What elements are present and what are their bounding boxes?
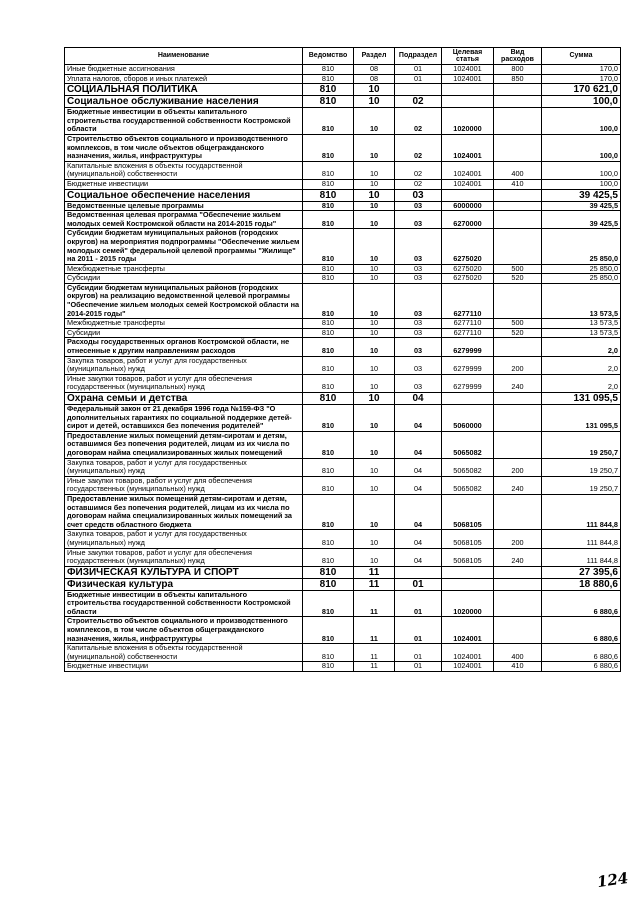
cell-sum: 19 250,7 <box>542 458 621 476</box>
cell-name: Капитальные вложения в объекты государственной (муниципальной) собственности <box>65 644 303 662</box>
cell-sum: 18 880,6 <box>542 578 621 590</box>
cell-target-article: 6275020 <box>442 229 494 264</box>
table-row <box>65 530 621 548</box>
cell-sum: 39 425,5 <box>542 211 621 229</box>
cell-razdel: 11 <box>354 662 395 672</box>
cell-name: Закупка товаров, работ и услуг для государственных (муниципальных) нужд <box>65 356 303 374</box>
cell-expense-type <box>494 431 542 458</box>
cell-vedomstvo: 810 <box>303 644 354 662</box>
cell-sum: 2,0 <box>542 338 621 356</box>
cell-podrazdel <box>395 84 442 96</box>
cell-expense-type: 240 <box>494 374 542 392</box>
cell-target-article: 5065082 <box>442 458 494 476</box>
cell-sum: 170 621,0 <box>542 84 621 96</box>
cell-podrazdel: 04 <box>395 494 442 529</box>
cell-target-article: 5068105 <box>442 494 494 529</box>
cell-podrazdel: 04 <box>395 476 442 494</box>
cell-vedomstvo: 810 <box>303 548 354 566</box>
cell-sum: 111 844,8 <box>542 548 621 566</box>
cell-podrazdel: 02 <box>395 108 442 135</box>
cell-vedomstvo: 810 <box>303 74 354 84</box>
cell-podrazdel <box>395 566 442 578</box>
table-row <box>65 644 621 662</box>
cell-expense-type: 520 <box>494 274 542 284</box>
cell-name: Закупка товаров, работ и услуг для государственных (муниципальных) нужд <box>65 458 303 476</box>
cell-expense-type: 800 <box>494 65 542 75</box>
cell-razdel: 10 <box>354 458 395 476</box>
cell-name: СОЦИАЛЬНАЯ ПОЛИТИКА <box>65 84 303 96</box>
cell-expense-type <box>494 134 542 161</box>
cell-sum: 6 880,6 <box>542 617 621 644</box>
cell-vedomstvo: 810 <box>303 134 354 161</box>
cell-razdel: 10 <box>354 328 395 338</box>
cell-razdel: 08 <box>354 65 395 75</box>
cell-target-article <box>442 393 494 405</box>
table-row <box>65 494 621 529</box>
cell-name: Закупка товаров, работ и услуг для государственных (муниципальных) нужд <box>65 530 303 548</box>
cell-razdel: 11 <box>354 590 395 617</box>
cell-razdel: 10 <box>354 405 395 432</box>
cell-sum: 131 095,5 <box>542 405 621 432</box>
cell-sum: 100,0 <box>542 179 621 189</box>
table-header-row <box>65 48 621 65</box>
cell-name: Охрана семьи и детства <box>65 393 303 405</box>
table-row <box>65 356 621 374</box>
cell-name: Уплата налогов, сборов и иных платежей <box>65 74 303 84</box>
cell-expense-type <box>494 84 542 96</box>
cell-expense-type: 400 <box>494 644 542 662</box>
cell-expense-type <box>494 405 542 432</box>
cell-razdel: 11 <box>354 617 395 644</box>
header-target-article: Целевая статья <box>442 48 494 65</box>
table-row <box>65 283 621 318</box>
table-row <box>65 274 621 284</box>
cell-sum: 100,0 <box>542 108 621 135</box>
cell-sum: 6 880,6 <box>542 662 621 672</box>
cell-target-article: 6000000 <box>442 201 494 211</box>
cell-target-article: 1024001 <box>442 161 494 179</box>
cell-target-article: 6279999 <box>442 338 494 356</box>
cell-name: Межбюджетные трансферты <box>65 264 303 274</box>
table-row <box>65 211 621 229</box>
cell-sum: 2,0 <box>542 356 621 374</box>
cell-target-article <box>442 96 494 108</box>
cell-razdel: 10 <box>354 96 395 108</box>
cell-expense-type <box>494 201 542 211</box>
cell-razdel: 10 <box>354 264 395 274</box>
table-row <box>65 161 621 179</box>
cell-expense-type <box>494 338 542 356</box>
cell-sum: 25 850,0 <box>542 264 621 274</box>
cell-vedomstvo: 810 <box>303 264 354 274</box>
cell-vedomstvo: 810 <box>303 578 354 590</box>
cell-podrazdel: 01 <box>395 578 442 590</box>
cell-target-article: 1024001 <box>442 65 494 75</box>
cell-expense-type <box>494 283 542 318</box>
table-row <box>65 189 621 201</box>
table-row <box>65 566 621 578</box>
cell-expense-type <box>494 393 542 405</box>
cell-sum: 131 095,5 <box>542 393 621 405</box>
cell-name: Федеральный закон от 21 декабря 1996 года №159-ФЗ "О дополнительных гарантиях по социальной поддержке детей-сирот и детей, оставшихся без попечения родителей" <box>65 405 303 432</box>
table-row <box>65 405 621 432</box>
cell-sum: 170,0 <box>542 65 621 75</box>
cell-name: Иные закупки товаров, работ и услуг для обеспечения государственных (муниципальных) нужд <box>65 476 303 494</box>
cell-razdel: 10 <box>354 134 395 161</box>
cell-expense-type: 410 <box>494 179 542 189</box>
cell-razdel: 10 <box>354 356 395 374</box>
cell-name: Предоставление жилых помещений детям-сиротам и детям, оставшимся без попечения родителей, лицам из их числа по договорам найма специализированных жилых помещений <box>65 431 303 458</box>
cell-vedomstvo: 810 <box>303 319 354 329</box>
table-row <box>65 578 621 590</box>
cell-vedomstvo: 810 <box>303 65 354 75</box>
cell-podrazdel: 04 <box>395 393 442 405</box>
table-row <box>65 590 621 617</box>
header-sum: Сумма <box>542 48 621 65</box>
table-row <box>65 319 621 329</box>
cell-podrazdel: 03 <box>395 338 442 356</box>
cell-expense-type <box>494 189 542 201</box>
cell-target-article: 5068105 <box>442 530 494 548</box>
cell-sum: 100,0 <box>542 161 621 179</box>
table-row <box>65 108 621 135</box>
table-row <box>65 617 621 644</box>
cell-podrazdel: 04 <box>395 548 442 566</box>
cell-target-article: 6279999 <box>442 356 494 374</box>
cell-name: Иные закупки товаров, работ и услуг для обеспечения государственных (муниципальных) нужд <box>65 374 303 392</box>
cell-name: Бюджетные инвестиции <box>65 179 303 189</box>
cell-razdel: 10 <box>354 319 395 329</box>
cell-sum: 27 395,6 <box>542 566 621 578</box>
cell-name: Ведомственные целевые программы <box>65 201 303 211</box>
cell-vedomstvo: 810 <box>303 566 354 578</box>
cell-name: ФИЗИЧЕСКАЯ КУЛЬТУРА И СПОРТ <box>65 566 303 578</box>
cell-podrazdel: 01 <box>395 662 442 672</box>
cell-expense-type: 200 <box>494 530 542 548</box>
cell-expense-type <box>494 566 542 578</box>
cell-expense-type <box>494 578 542 590</box>
cell-vedomstvo: 810 <box>303 108 354 135</box>
cell-sum: 25 850,0 <box>542 229 621 264</box>
cell-vedomstvo: 810 <box>303 356 354 374</box>
cell-target-article: 5068105 <box>442 548 494 566</box>
header-podrazdel: Подраздел <box>395 48 442 65</box>
cell-razdel: 10 <box>354 179 395 189</box>
cell-target-article: 1024001 <box>442 617 494 644</box>
table-row <box>65 65 621 75</box>
cell-expense-type: 500 <box>494 264 542 274</box>
cell-name: Предоставление жилых помещений детям-сиротам и детям, оставшимся без попечения родителей, лицам из их числа по договорам найма специализированных жилых помещений за счет средств областного бюджета <box>65 494 303 529</box>
table-row <box>65 84 621 96</box>
cell-razdel: 11 <box>354 566 395 578</box>
header-razdel: Раздел <box>354 48 395 65</box>
cell-name: Иные закупки товаров, работ и услуг для обеспечения государственных (муниципальных) нужд <box>65 548 303 566</box>
cell-expense-type: 410 <box>494 662 542 672</box>
cell-razdel: 10 <box>354 108 395 135</box>
cell-podrazdel: 04 <box>395 431 442 458</box>
cell-name: Субсидии <box>65 328 303 338</box>
cell-vedomstvo: 810 <box>303 393 354 405</box>
cell-podrazdel: 03 <box>395 356 442 374</box>
cell-name: Социальное обслуживание населения <box>65 96 303 108</box>
cell-name: Иные бюджетные ассигнования <box>65 65 303 75</box>
cell-sum: 19 250,7 <box>542 431 621 458</box>
cell-expense-type <box>494 590 542 617</box>
cell-target-article: 1024001 <box>442 644 494 662</box>
cell-vedomstvo: 810 <box>303 211 354 229</box>
table-row <box>65 229 621 264</box>
cell-expense-type: 200 <box>494 356 542 374</box>
cell-sum: 6 880,6 <box>542 644 621 662</box>
budget-table <box>64 47 621 672</box>
cell-vedomstvo: 810 <box>303 189 354 201</box>
cell-podrazdel: 03 <box>395 229 442 264</box>
cell-vedomstvo: 810 <box>303 405 354 432</box>
cell-expense-type: 200 <box>494 458 542 476</box>
cell-podrazdel: 03 <box>395 189 442 201</box>
cell-razdel: 10 <box>354 530 395 548</box>
cell-name: Бюджетные инвестиции <box>65 662 303 672</box>
table-row <box>65 548 621 566</box>
cell-vedomstvo: 810 <box>303 338 354 356</box>
cell-podrazdel: 01 <box>395 74 442 84</box>
cell-razdel: 10 <box>354 283 395 318</box>
cell-podrazdel: 04 <box>395 458 442 476</box>
cell-vedomstvo: 810 <box>303 617 354 644</box>
table-row <box>65 134 621 161</box>
cell-name: Строительство объектов социального и производственного комплексов, в том числе объектов общегражданского назначения, жилья, инфраструктуры <box>65 134 303 161</box>
cell-razdel: 10 <box>354 431 395 458</box>
header-name: Наименование <box>65 48 303 65</box>
cell-razdel: 11 <box>354 644 395 662</box>
cell-target-article: 1024001 <box>442 662 494 672</box>
cell-vedomstvo: 810 <box>303 201 354 211</box>
cell-target-article: 1024001 <box>442 179 494 189</box>
cell-podrazdel: 03 <box>395 264 442 274</box>
cell-razdel: 10 <box>354 274 395 284</box>
cell-target-article: 5060000 <box>442 405 494 432</box>
cell-expense-type: 400 <box>494 161 542 179</box>
cell-name: Ведомственная целевая программа "Обеспечение жильем молодых семей Костромской области на 2014-2015 годы" <box>65 211 303 229</box>
cell-vedomstvo: 810 <box>303 96 354 108</box>
cell-sum: 6 880,6 <box>542 590 621 617</box>
table-row <box>65 393 621 405</box>
cell-razdel: 10 <box>354 494 395 529</box>
cell-podrazdel: 03 <box>395 283 442 318</box>
cell-target-article: 1020000 <box>442 590 494 617</box>
cell-target-article: 5065082 <box>442 431 494 458</box>
table-row <box>65 458 621 476</box>
cell-expense-type: 240 <box>494 476 542 494</box>
cell-razdel: 11 <box>354 578 395 590</box>
cell-razdel: 10 <box>354 229 395 264</box>
cell-sum: 39 425,5 <box>542 189 621 201</box>
cell-sum: 13 573,5 <box>542 319 621 329</box>
cell-expense-type <box>494 108 542 135</box>
cell-podrazdel: 01 <box>395 617 442 644</box>
cell-vedomstvo: 810 <box>303 662 354 672</box>
cell-target-article <box>442 566 494 578</box>
cell-name: Расходы государственных органов Костромской области, не отнесенные к другим направлениям расходов <box>65 338 303 356</box>
cell-sum: 2,0 <box>542 374 621 392</box>
cell-razdel: 10 <box>354 393 395 405</box>
table-row <box>65 662 621 672</box>
cell-podrazdel: 04 <box>395 405 442 432</box>
cell-target-article: 1024001 <box>442 134 494 161</box>
cell-name: Субсидии бюджетам муниципальных районов (городских округов) на реализацию ведомственной целевой программы "Обеспечение жильем молодых семей Костромской области на 2014-2015 годы" <box>65 283 303 318</box>
cell-vedomstvo: 810 <box>303 161 354 179</box>
cell-sum: 19 250,7 <box>542 476 621 494</box>
cell-vedomstvo: 810 <box>303 530 354 548</box>
table-row <box>65 179 621 189</box>
cell-expense-type: 850 <box>494 74 542 84</box>
cell-podrazdel: 02 <box>395 179 442 189</box>
cell-expense-type: 500 <box>494 319 542 329</box>
cell-vedomstvo: 810 <box>303 229 354 264</box>
cell-target-article <box>442 189 494 201</box>
cell-razdel: 10 <box>354 84 395 96</box>
cell-podrazdel: 01 <box>395 644 442 662</box>
cell-name: Социальное обеспечение населения <box>65 189 303 201</box>
cell-podrazdel: 04 <box>395 530 442 548</box>
cell-expense-type: 240 <box>494 548 542 566</box>
cell-target-article: 1020000 <box>442 108 494 135</box>
table-row <box>65 431 621 458</box>
cell-target-article: 6275020 <box>442 264 494 274</box>
cell-target-article: 6277110 <box>442 328 494 338</box>
cell-target-article: 6277110 <box>442 283 494 318</box>
table-row <box>65 74 621 84</box>
cell-vedomstvo: 810 <box>303 84 354 96</box>
cell-vedomstvo: 810 <box>303 328 354 338</box>
cell-vedomstvo: 810 <box>303 374 354 392</box>
cell-sum: 39 425,5 <box>542 201 621 211</box>
cell-target-article: 6275020 <box>442 274 494 284</box>
table-body <box>65 65 621 672</box>
cell-name: Бюджетные инвестиции в объекты капитального строительства государственной собственности Костромской области <box>65 108 303 135</box>
cell-razdel: 10 <box>354 548 395 566</box>
cell-podrazdel: 03 <box>395 201 442 211</box>
table-row <box>65 201 621 211</box>
cell-podrazdel: 02 <box>395 96 442 108</box>
cell-expense-type <box>494 229 542 264</box>
cell-target-article: 6277110 <box>442 319 494 329</box>
cell-name: Бюджетные инвестиции в объекты капитального строительства государственной собственности Костромской области <box>65 590 303 617</box>
cell-target-article <box>442 578 494 590</box>
handwritten-page-number: 124 <box>595 868 630 892</box>
cell-name: Межбюджетные трансферты <box>65 319 303 329</box>
cell-expense-type <box>494 494 542 529</box>
cell-razdel: 10 <box>354 189 395 201</box>
cell-razdel: 10 <box>354 201 395 211</box>
cell-expense-type: 520 <box>494 328 542 338</box>
cell-name: Субсидии бюджетам муниципальных районов (городских округов) на мероприятия подпрограммы "Обеспечение жильем молодых семей" федеральной целевой программы "Жилище" на 2011 - 2015 годы <box>65 229 303 264</box>
cell-vedomstvo: 810 <box>303 431 354 458</box>
cell-razdel: 10 <box>354 338 395 356</box>
cell-podrazdel: 03 <box>395 211 442 229</box>
cell-expense-type <box>494 617 542 644</box>
cell-razdel: 10 <box>354 374 395 392</box>
cell-vedomstvo: 810 <box>303 590 354 617</box>
cell-sum: 25 850,0 <box>542 274 621 284</box>
cell-name: Физическая культура <box>65 578 303 590</box>
cell-sum: 13 573,5 <box>542 283 621 318</box>
cell-podrazdel: 02 <box>395 134 442 161</box>
cell-expense-type <box>494 96 542 108</box>
cell-razdel: 10 <box>354 161 395 179</box>
cell-razdel: 10 <box>354 476 395 494</box>
table-row <box>65 476 621 494</box>
table-row <box>65 96 621 108</box>
cell-vedomstvo: 810 <box>303 476 354 494</box>
budget-table-sheet <box>64 47 620 672</box>
table-row <box>65 264 621 274</box>
cell-vedomstvo: 810 <box>303 274 354 284</box>
cell-target-article: 6270000 <box>442 211 494 229</box>
cell-vedomstvo: 810 <box>303 494 354 529</box>
cell-name: Капитальные вложения в объекты государственной (муниципальной) собственности <box>65 161 303 179</box>
cell-sum: 170,0 <box>542 74 621 84</box>
cell-target-article: 5065082 <box>442 476 494 494</box>
cell-podrazdel: 01 <box>395 65 442 75</box>
cell-sum: 100,0 <box>542 134 621 161</box>
cell-podrazdel: 02 <box>395 161 442 179</box>
cell-sum: 111 844,8 <box>542 494 621 529</box>
cell-target-article <box>442 84 494 96</box>
table-row <box>65 374 621 392</box>
table-row <box>65 338 621 356</box>
cell-target-article: 1024001 <box>442 74 494 84</box>
cell-sum: 100,0 <box>542 96 621 108</box>
cell-podrazdel: 03 <box>395 328 442 338</box>
cell-vedomstvo: 810 <box>303 458 354 476</box>
cell-podrazdel: 03 <box>395 374 442 392</box>
table-row <box>65 328 621 338</box>
cell-name: Строительство объектов социального и производственного комплексов, в том числе объектов общегражданского назначения, жилья, инфраструктуры <box>65 617 303 644</box>
cell-podrazdel: 03 <box>395 319 442 329</box>
cell-sum: 13 573,5 <box>542 328 621 338</box>
cell-razdel: 08 <box>354 74 395 84</box>
cell-podrazdel: 03 <box>395 274 442 284</box>
cell-podrazdel: 01 <box>395 590 442 617</box>
cell-target-article: 6279999 <box>442 374 494 392</box>
cell-sum: 111 844,8 <box>542 530 621 548</box>
cell-vedomstvo: 810 <box>303 283 354 318</box>
cell-expense-type <box>494 211 542 229</box>
cell-vedomstvo: 810 <box>303 179 354 189</box>
cell-name: Субсидии <box>65 274 303 284</box>
header-expense-type: Вид расходов <box>494 48 542 65</box>
cell-razdel: 10 <box>354 211 395 229</box>
header-vedomstvo: Ведомство <box>303 48 354 65</box>
